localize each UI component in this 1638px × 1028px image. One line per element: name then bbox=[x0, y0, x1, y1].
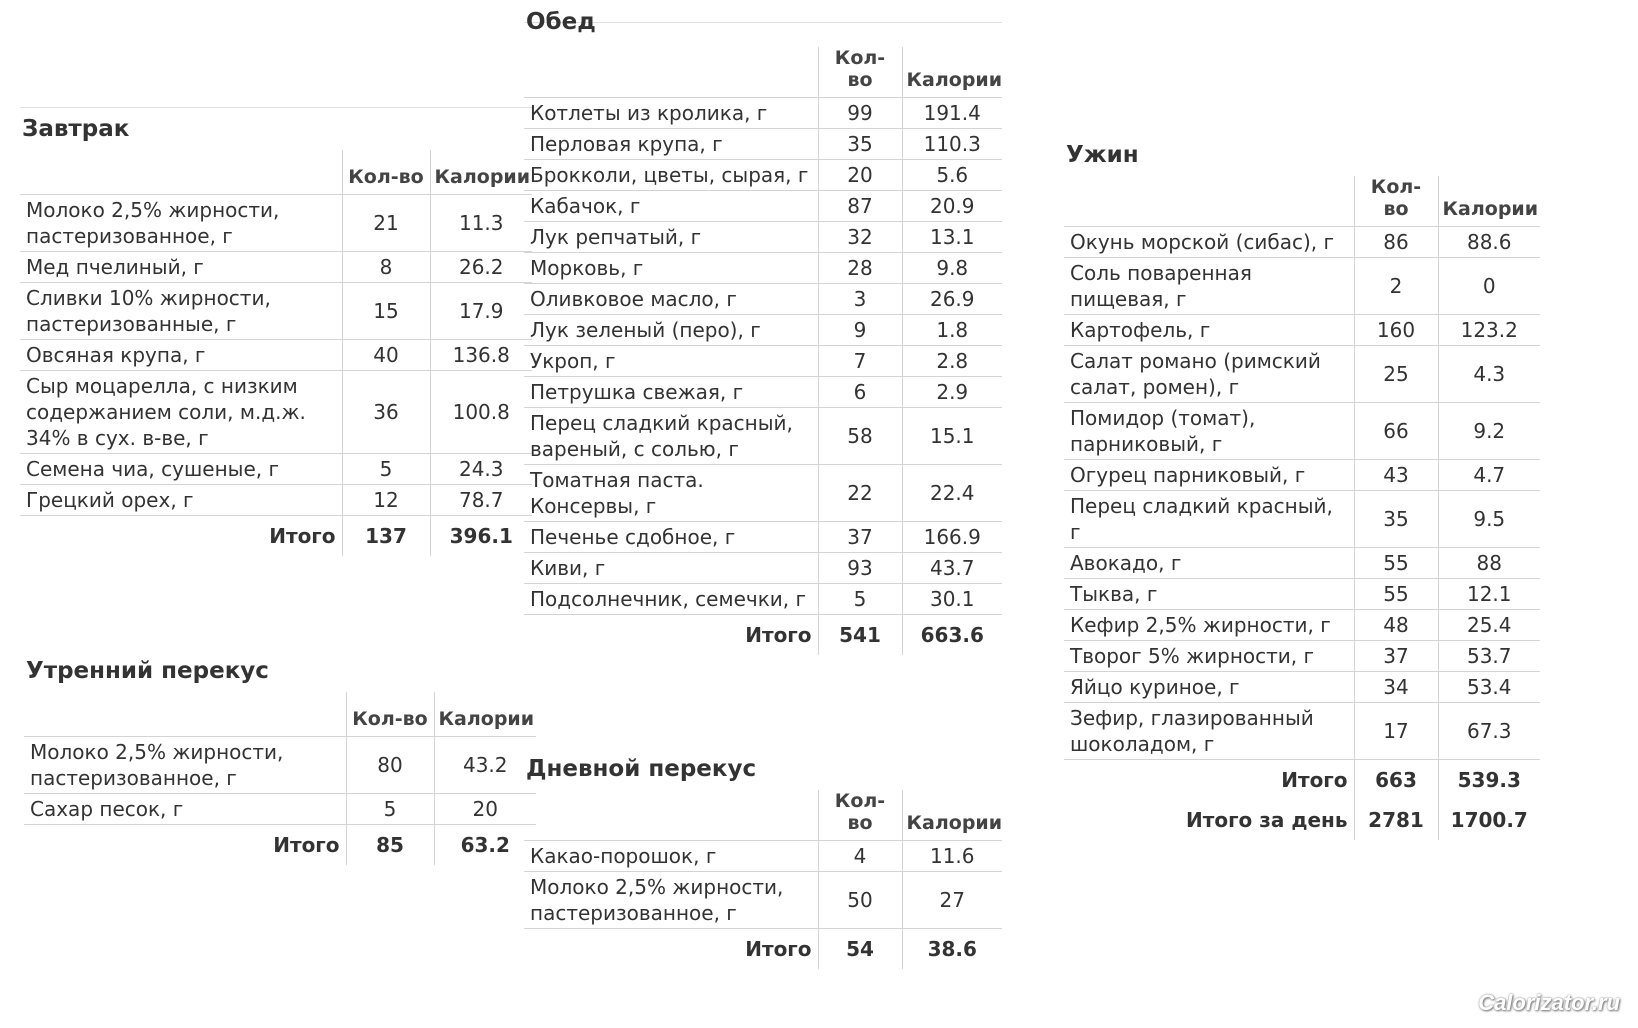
table-row bbox=[20, 454, 532, 485]
item-cal: 9.5 bbox=[1438, 491, 1540, 548]
item-cal: 191.4 bbox=[902, 98, 1002, 129]
item-cal: 20 bbox=[434, 794, 536, 825]
item-name: Огурец парниковый, г bbox=[1064, 460, 1354, 491]
item-qty: 37 bbox=[818, 522, 902, 553]
item-cal: 2.9 bbox=[902, 377, 1002, 408]
item-cal: 26.9 bbox=[902, 284, 1002, 315]
item-cal: 26.2 bbox=[430, 252, 532, 283]
section-title: Дневной перекус bbox=[526, 756, 757, 782]
item-name: Картофель, г bbox=[1064, 315, 1354, 346]
table-row bbox=[524, 315, 1002, 346]
item-qty: 9 bbox=[818, 315, 902, 346]
total-cal: 1700.7 bbox=[1438, 800, 1540, 840]
table-row bbox=[524, 841, 1002, 872]
table-row bbox=[524, 465, 1002, 522]
item-cal: 22.4 bbox=[902, 465, 1002, 522]
item-cal: 9.2 bbox=[1438, 403, 1540, 460]
item-cal: 166.9 bbox=[902, 522, 1002, 553]
item-cal: 78.7 bbox=[430, 485, 532, 516]
item-name: Укроп, г bbox=[524, 346, 818, 377]
table-row bbox=[524, 522, 1002, 553]
item-qty: 32 bbox=[818, 222, 902, 253]
table-row bbox=[524, 191, 1002, 222]
total-label: Итого за день bbox=[1186, 808, 1348, 832]
total-cal: 63.2 bbox=[434, 825, 536, 866]
header-name bbox=[524, 790, 818, 841]
item-name: Яйцо куриное, г bbox=[1064, 672, 1354, 703]
table-row bbox=[524, 284, 1002, 315]
item-name: Перловая крупа, г bbox=[524, 129, 818, 160]
table-row bbox=[20, 485, 532, 516]
table-row bbox=[524, 377, 1002, 408]
table-row bbox=[1064, 227, 1540, 258]
table-row bbox=[20, 283, 532, 340]
item-name: Окунь морской (сибас), г bbox=[1064, 227, 1354, 258]
total-label: Итого bbox=[1281, 768, 1348, 792]
header-row bbox=[20, 150, 532, 195]
item-cal: 136.8 bbox=[430, 340, 532, 371]
header-name bbox=[20, 150, 342, 195]
item-name: Молоко 2,5% жирности, пастеризованное, г bbox=[20, 195, 342, 252]
total-qty: 54 bbox=[818, 929, 902, 970]
item-cal: 43.7 bbox=[902, 553, 1002, 584]
item-cal: 11.3 bbox=[430, 195, 532, 252]
table-row bbox=[24, 737, 536, 794]
total-cal: 396.1 bbox=[430, 516, 532, 557]
table-row bbox=[1064, 258, 1540, 315]
item-cal: 11.6 bbox=[902, 841, 1002, 872]
item-qty: 48 bbox=[1354, 610, 1438, 641]
table-row bbox=[24, 794, 536, 825]
dinner-table bbox=[1064, 176, 1540, 840]
table-row bbox=[1064, 315, 1540, 346]
item-qty: 37 bbox=[1354, 641, 1438, 672]
table-row bbox=[524, 553, 1002, 584]
lunch-table bbox=[524, 47, 1002, 655]
item-cal: 123.2 bbox=[1438, 315, 1540, 346]
item-cal: 13.1 bbox=[902, 222, 1002, 253]
header-row bbox=[524, 47, 1002, 98]
table-row bbox=[1064, 403, 1540, 460]
item-cal: 27 bbox=[902, 872, 1002, 929]
item-name: Печенье сдобное, г bbox=[524, 522, 818, 553]
total-qty: 2781 bbox=[1354, 800, 1438, 840]
item-qty: 93 bbox=[818, 553, 902, 584]
table-row bbox=[1064, 548, 1540, 579]
item-cal: 30.1 bbox=[902, 584, 1002, 615]
lunch-section bbox=[524, 9, 1003, 655]
item-cal: 5.6 bbox=[902, 160, 1002, 191]
total-label: Итого bbox=[745, 937, 812, 961]
item-qty: 35 bbox=[818, 129, 902, 160]
header-cal: Калории bbox=[434, 692, 536, 737]
item-qty: 5 bbox=[346, 794, 434, 825]
item-name: Авокадо, г bbox=[1064, 548, 1354, 579]
item-name: Сахар песок, г bbox=[24, 794, 346, 825]
item-cal: 100.8 bbox=[430, 371, 532, 454]
item-name: Перец сладкий красный, вареный, с солью, г bbox=[524, 408, 818, 465]
header-qty: Кол-во bbox=[1354, 176, 1438, 227]
total-qty: 137 bbox=[342, 516, 430, 557]
item-name: Творог 5% жирности, г bbox=[1064, 641, 1354, 672]
item-qty: 12 bbox=[342, 485, 430, 516]
table-row bbox=[1064, 703, 1540, 760]
total-cal: 539.3 bbox=[1438, 760, 1540, 801]
item-cal: 53.4 bbox=[1438, 672, 1540, 703]
table-row bbox=[1064, 460, 1540, 491]
item-cal: 12.1 bbox=[1438, 579, 1540, 610]
total-row bbox=[1064, 760, 1540, 801]
table-row bbox=[1064, 579, 1540, 610]
item-qty: 35 bbox=[1354, 491, 1438, 548]
item-qty: 22 bbox=[818, 465, 902, 522]
total-qty: 85 bbox=[346, 825, 434, 866]
table-row bbox=[524, 346, 1002, 377]
day-total-row bbox=[1064, 800, 1540, 840]
item-cal: 24.3 bbox=[430, 454, 532, 485]
item-cal: 9.8 bbox=[902, 253, 1002, 284]
item-qty: 2 bbox=[1354, 258, 1438, 315]
item-qty: 15 bbox=[342, 283, 430, 340]
item-qty: 7 bbox=[818, 346, 902, 377]
table-row bbox=[1064, 346, 1540, 403]
header-name bbox=[1064, 176, 1354, 227]
table-row bbox=[524, 584, 1002, 615]
item-name: Лук зеленый (перо), г bbox=[524, 315, 818, 346]
total-qty: 541 bbox=[818, 615, 902, 656]
item-cal: 2.8 bbox=[902, 346, 1002, 377]
item-qty: 5 bbox=[818, 584, 902, 615]
item-qty: 34 bbox=[1354, 672, 1438, 703]
item-cal: 15.1 bbox=[902, 408, 1002, 465]
item-cal: 88.6 bbox=[1438, 227, 1540, 258]
item-cal: 4.7 bbox=[1438, 460, 1540, 491]
item-name: Семена чиа, сушеные, г bbox=[20, 454, 342, 485]
total-row bbox=[524, 929, 1002, 970]
morning-snack-section bbox=[24, 650, 536, 865]
table-row bbox=[20, 252, 532, 283]
item-name: Грецкий орех, г bbox=[20, 485, 342, 516]
item-qty: 86 bbox=[1354, 227, 1438, 258]
item-name: Подсолнечник, семечки, г bbox=[524, 584, 818, 615]
afternoon-snack-table bbox=[524, 790, 1002, 969]
total-row bbox=[24, 825, 536, 866]
header-qty: Кол-во bbox=[818, 790, 902, 841]
item-name: Томатная паста. Консервы, г bbox=[524, 465, 818, 522]
item-qty: 28 bbox=[818, 253, 902, 284]
item-name: Петрушка свежая, г bbox=[524, 377, 818, 408]
item-name: Какао-порошок, г bbox=[524, 841, 818, 872]
table-row bbox=[20, 371, 532, 454]
item-name: Молоко 2,5% жирности, пастеризованное, г bbox=[524, 872, 818, 929]
header-cal: Калории bbox=[1438, 176, 1540, 227]
item-name: Перец сладкий красный, г bbox=[1064, 491, 1354, 548]
total-cal: 663.6 bbox=[902, 615, 1002, 656]
header-cal: Калории bbox=[902, 47, 1002, 98]
table-row bbox=[1064, 491, 1540, 548]
item-qty: 87 bbox=[818, 191, 902, 222]
item-name: Брокколи, цветы, сырая, г bbox=[524, 160, 818, 191]
table-row bbox=[524, 253, 1002, 284]
item-qty: 4 bbox=[818, 841, 902, 872]
header-qty: Кол-во bbox=[818, 47, 902, 98]
item-cal: 53.7 bbox=[1438, 641, 1540, 672]
item-qty: 43 bbox=[1354, 460, 1438, 491]
item-cal: 17.9 bbox=[430, 283, 532, 340]
item-qty: 80 bbox=[346, 737, 434, 794]
item-cal: 110.3 bbox=[902, 129, 1002, 160]
item-cal: 0 bbox=[1438, 258, 1540, 315]
total-cal: 38.6 bbox=[902, 929, 1002, 970]
table-row bbox=[524, 129, 1002, 160]
item-cal: 67.3 bbox=[1438, 703, 1540, 760]
item-cal: 43.2 bbox=[434, 737, 536, 794]
breakfast-table bbox=[20, 150, 532, 556]
total-row bbox=[20, 516, 532, 557]
item-name: Молоко 2,5% жирности, пастеризованное, г bbox=[24, 737, 346, 794]
watermark: Calorizator.ru bbox=[1478, 990, 1620, 1015]
total-row bbox=[524, 615, 1002, 656]
item-cal: 25.4 bbox=[1438, 610, 1540, 641]
item-qty: 58 bbox=[818, 408, 902, 465]
header-qty: Кол-во bbox=[342, 150, 430, 195]
item-qty: 99 bbox=[818, 98, 902, 129]
header-cal: Калории bbox=[430, 150, 532, 195]
item-name: Салат романо (римский салат, ромен), г bbox=[1064, 346, 1354, 403]
table-row bbox=[524, 222, 1002, 253]
morning-snack-table bbox=[24, 692, 536, 865]
header-name bbox=[524, 47, 818, 98]
table-row bbox=[524, 872, 1002, 929]
breakfast-section bbox=[20, 107, 532, 556]
header-qty: Кол-во bbox=[346, 692, 434, 737]
header-row bbox=[24, 692, 536, 737]
item-name: Сыр моцарелла, с низким содержанием соли, м.д.ж. 34% в сух. в-ве, г bbox=[20, 371, 342, 454]
table-row bbox=[524, 98, 1002, 129]
item-name: Сливки 10% жирности, пастеризованные, г bbox=[20, 283, 342, 340]
item-name: Кефир 2,5% жирности, г bbox=[1064, 610, 1354, 641]
table-row bbox=[20, 195, 532, 252]
item-name: Мед пчелиный, г bbox=[20, 252, 342, 283]
item-name: Зефир, глазированный шоколадом, г bbox=[1064, 703, 1354, 760]
item-name: Тыква, г bbox=[1064, 579, 1354, 610]
item-qty: 160 bbox=[1354, 315, 1438, 346]
header-row bbox=[1064, 176, 1540, 227]
total-qty: 663 bbox=[1354, 760, 1438, 801]
item-name: Помидор (томат), парниковый, г bbox=[1064, 403, 1354, 460]
item-qty: 5 bbox=[342, 454, 430, 485]
table-row bbox=[524, 408, 1002, 465]
total-label: Итого bbox=[269, 524, 336, 548]
item-qty: 20 bbox=[818, 160, 902, 191]
total-label: Итого bbox=[273, 833, 340, 857]
section-title: Обед bbox=[526, 9, 596, 35]
section-title: Утренний перекус bbox=[26, 658, 269, 684]
table-row bbox=[1064, 641, 1540, 672]
item-qty: 6 bbox=[818, 377, 902, 408]
table-row bbox=[1064, 610, 1540, 641]
item-cal: 20.9 bbox=[902, 191, 1002, 222]
item-qty: 3 bbox=[818, 284, 902, 315]
header-cal: Калории bbox=[902, 790, 1002, 841]
item-qty: 36 bbox=[342, 371, 430, 454]
item-name: Овсяная крупа, г bbox=[20, 340, 342, 371]
section-title: Завтрак bbox=[22, 116, 130, 142]
item-qty: 66 bbox=[1354, 403, 1438, 460]
item-qty: 21 bbox=[342, 195, 430, 252]
item-qty: 55 bbox=[1354, 579, 1438, 610]
item-name: Котлеты из кролика, г bbox=[524, 98, 818, 129]
item-qty: 50 bbox=[818, 872, 902, 929]
afternoon-snack-section bbox=[524, 748, 1002, 969]
table-row bbox=[1064, 672, 1540, 703]
item-cal: 88 bbox=[1438, 548, 1540, 579]
section-title: Ужин bbox=[1066, 142, 1139, 168]
item-qty: 55 bbox=[1354, 548, 1438, 579]
item-qty: 40 bbox=[342, 340, 430, 371]
table-row bbox=[20, 340, 532, 371]
dinner-section bbox=[1064, 134, 1540, 840]
header-row bbox=[524, 790, 1002, 841]
header-name bbox=[24, 692, 346, 737]
item-name: Кабачок, г bbox=[524, 191, 818, 222]
item-qty: 17 bbox=[1354, 703, 1438, 760]
item-cal: 4.3 bbox=[1438, 346, 1540, 403]
item-qty: 25 bbox=[1354, 346, 1438, 403]
item-name: Соль поваренная пищевая, г bbox=[1064, 258, 1354, 315]
item-name: Морковь, г bbox=[524, 253, 818, 284]
item-name: Лук репчатый, г bbox=[524, 222, 818, 253]
item-name: Киви, г bbox=[524, 553, 818, 584]
item-cal: 1.8 bbox=[902, 315, 1002, 346]
table-row bbox=[524, 160, 1002, 191]
item-qty: 8 bbox=[342, 252, 430, 283]
total-label: Итого bbox=[745, 623, 812, 647]
item-name: Оливковое масло, г bbox=[524, 284, 818, 315]
